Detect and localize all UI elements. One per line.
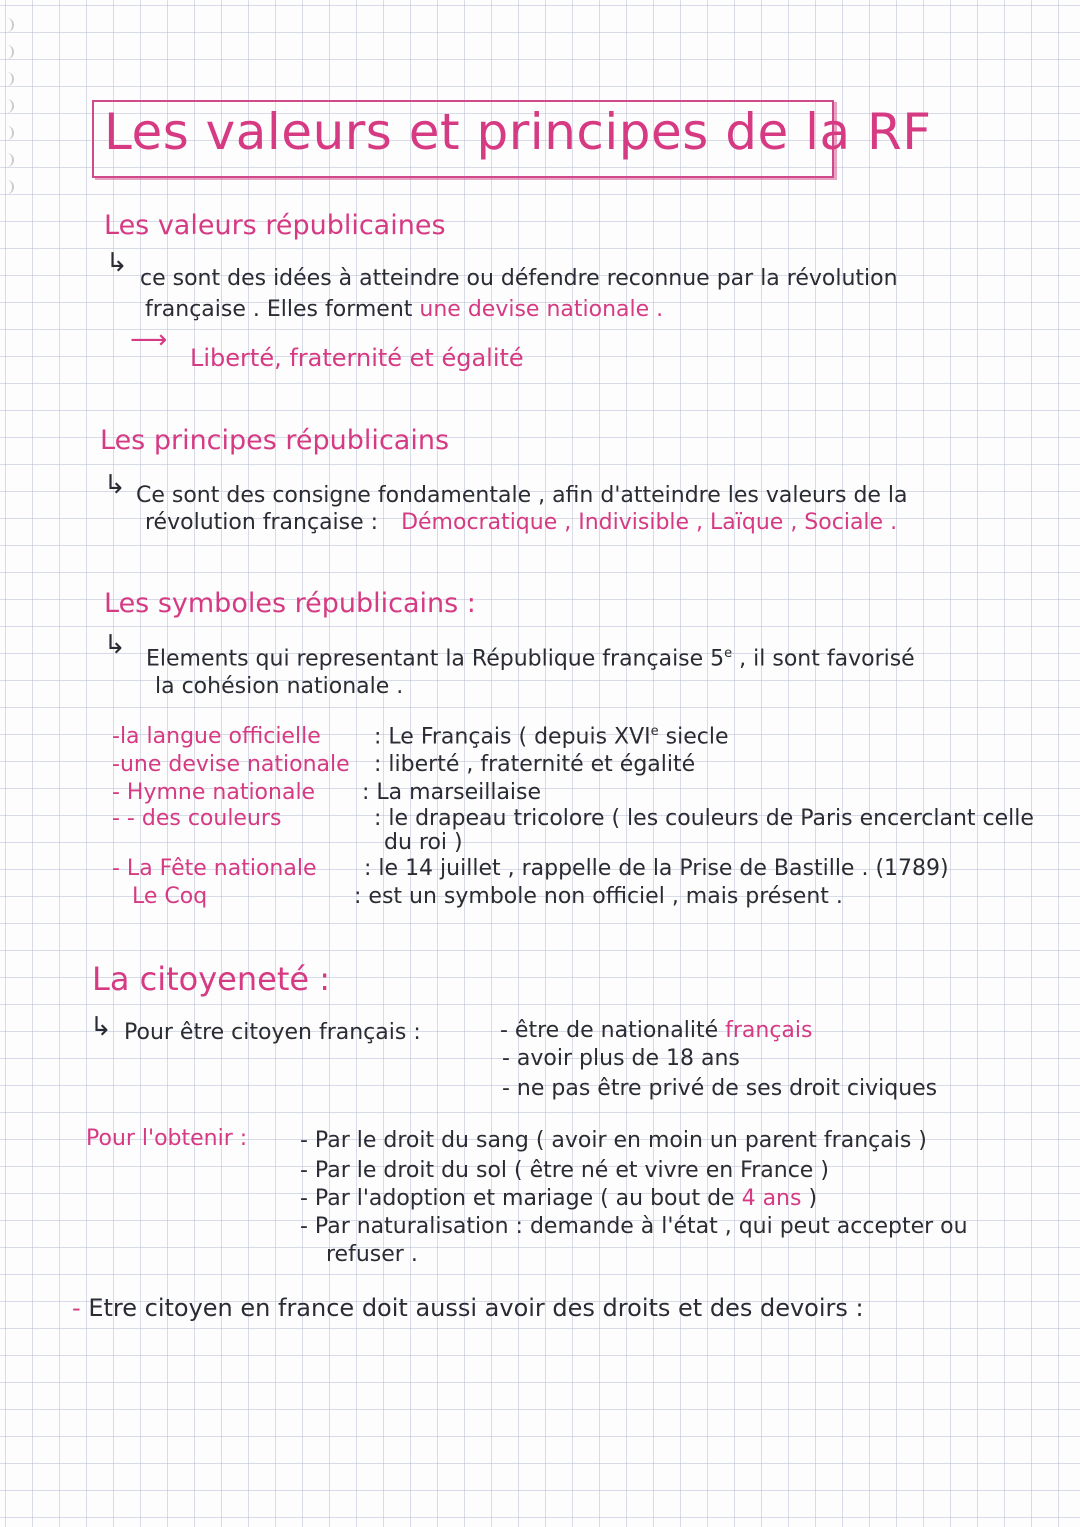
- symboles-line-1-suffix: , il sont favorisé: [739, 646, 915, 672]
- heading-valeurs: Les valeurs républicaines: [104, 210, 446, 241]
- condition-item: - ne pas être privé de ses droit civiques: [502, 1076, 938, 1101]
- binder-hole: [4, 72, 14, 86]
- superscript: e: [724, 646, 733, 661]
- symbole-value-suffix: siecle: [658, 724, 729, 750]
- final-text: Etre citoyen en france doit aussi avoir des droits et des devoirs :: [88, 1294, 864, 1322]
- symbole-value: liberté , fraternité et égalité: [388, 752, 696, 777]
- symbole-item: [112, 724, 729, 749]
- separator: :: [374, 752, 382, 777]
- heading-citoyennete: La citoyeneté :: [92, 960, 330, 998]
- symbole-item: [132, 884, 843, 909]
- condition-item: - avoir plus de 18 ans: [502, 1046, 740, 1071]
- obtain-label: Pour l'obtenir :: [86, 1126, 248, 1151]
- symbole-value: Le Français ( depuis XVI: [388, 724, 651, 750]
- corner-arrow-icon: ↳: [106, 248, 128, 278]
- corner-arrow-icon: ↳: [104, 630, 126, 660]
- obtain-item-line-2: refuser .: [326, 1242, 418, 1267]
- separator: :: [374, 724, 382, 750]
- separator: :: [354, 884, 362, 909]
- condition-text: - être de nationalité: [500, 1018, 719, 1043]
- heading-symboles: Les symboles républicains :: [104, 588, 476, 619]
- valeurs-line-2-text: française . Elles forment: [145, 297, 413, 322]
- obtain-item: - Par naturalisation : demande à l'état , qui peut accepter ou: [300, 1214, 968, 1239]
- binder-hole: [4, 126, 14, 140]
- symbole-value-line-2: du roi ): [384, 830, 463, 855]
- symbole-item: [112, 856, 949, 881]
- separator: :: [374, 806, 382, 831]
- separator: :: [364, 856, 372, 881]
- superscript: e: [650, 724, 659, 739]
- symbole-value: La marseillaise: [376, 780, 542, 805]
- symbole-label: - La Fête nationale: [112, 856, 317, 881]
- obtain-text-end: ): [808, 1186, 818, 1211]
- citoyen-intro: Pour être citoyen français :: [124, 1020, 421, 1045]
- separator: :: [362, 780, 370, 805]
- binder-hole: [4, 153, 14, 167]
- devise-highlight: une devise nationale .: [419, 297, 664, 322]
- principes-line-1: Ce sont des consigne fondamentale , afin d'atteindre les valeurs de la: [136, 483, 908, 508]
- obtain-accent: 4 ans: [741, 1186, 802, 1211]
- symbole-item: [112, 780, 541, 805]
- arrow-right-icon: ⟶: [130, 325, 168, 355]
- condition-accent: français: [725, 1018, 813, 1043]
- obtain-item: - Par le droit du sang ( avoir en moin un parent français ): [300, 1128, 927, 1153]
- corner-arrow-icon: ↳: [104, 470, 126, 500]
- corner-arrow-icon: ↳: [90, 1012, 112, 1042]
- symbole-label: - Hymne nationale: [112, 780, 316, 805]
- binder-holes: [4, 18, 14, 207]
- symbole-label: -une devise nationale: [112, 752, 350, 777]
- symbole-label: Le Coq: [132, 884, 208, 909]
- binder-hole: [4, 180, 14, 194]
- symbole-value: le 14 juillet , rappelle de la Prise de Bastille . (1789): [378, 856, 949, 881]
- binder-hole: [4, 18, 14, 32]
- obtain-text: - Par l'adoption et mariage ( au bout de: [300, 1186, 735, 1211]
- heading-principes: Les principes républicains: [100, 425, 450, 456]
- binder-hole: [4, 99, 14, 113]
- principes-line-2-text: révolution française :: [145, 510, 379, 535]
- valeurs-line-2: [145, 297, 663, 322]
- page-title: Les valeurs et principes de la RF: [104, 103, 932, 161]
- motto: Liberté, fraternité et égalité: [190, 344, 524, 372]
- symboles-line-2: la cohésion nationale .: [155, 674, 404, 699]
- symbole-label: -la langue officielle: [112, 724, 321, 750]
- binder-hole: [4, 45, 14, 59]
- symbole-value: est un symbole non officiel , mais présent .: [368, 884, 843, 909]
- symbole-item: [112, 752, 695, 777]
- obtain-item: - Par le droit du sol ( être né et vivre en France ): [300, 1158, 829, 1183]
- principes-list: Démocratique , Indivisible , Laïque , Sociale .: [401, 510, 898, 535]
- valeurs-line-1: ce sont des idées à atteindre ou défendre reconnue par la révolution: [140, 266, 898, 291]
- final-statement: [72, 1294, 864, 1322]
- symboles-line-1-text: Elements qui representant la République française 5: [146, 646, 725, 672]
- symbole-item: [112, 806, 1034, 831]
- dash: -: [72, 1294, 81, 1322]
- principes-line-2: [145, 510, 897, 535]
- symbole-value: le drapeau tricolore ( les couleurs de Paris encerclant celle: [388, 806, 1034, 831]
- obtain-item: [300, 1186, 817, 1211]
- symbole-label: - - des couleurs: [112, 806, 282, 831]
- condition-item: [500, 1018, 812, 1043]
- symboles-line-1: [146, 646, 915, 671]
